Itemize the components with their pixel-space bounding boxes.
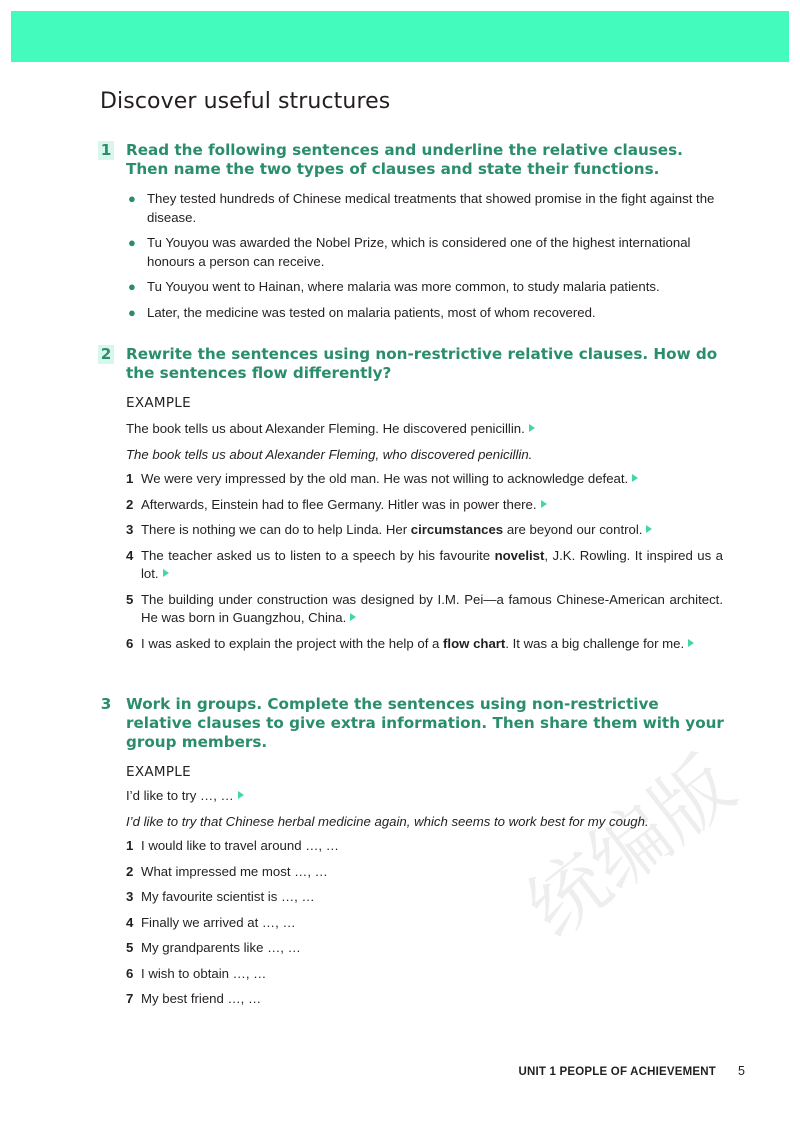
task-number: 2 [98,345,114,364]
arrow-icon [688,639,694,647]
list-item [126,496,723,515]
item-text: The building under construction was designed by I.M. Pei—a famous Chinese-American architect. He was born in Guangzhou, China. [141,591,723,625]
list-item [126,914,728,933]
list-item [126,591,723,628]
example-prompt-text: I’d like to try …, … [126,788,234,803]
list-item [126,965,728,984]
example-answer: The book tells us about Alexander Fleming, who discovered penicillin. [126,446,533,462]
item-text: My best friend …, … [141,991,262,1006]
page-footer [519,1064,745,1078]
arrow-icon [646,525,652,533]
list-item [126,190,723,227]
example-answer: I’d like to try that Chinese herbal medicine again, which seems to work best for my cough. [126,813,649,829]
example-prompt-text: The book tells us about Alexander Fleming. He discovered penicillin. [126,421,525,436]
item-number: 4 [126,547,134,563]
item-number: 3 [126,522,134,537]
item-text: My favourite scientist is …, … [141,889,315,904]
header-band [11,11,789,62]
list-item [126,304,723,323]
example-label: EXAMPLE [126,395,191,411]
item-number: 6 [126,635,134,651]
list-item [126,939,728,958]
key-word: novelist [494,547,545,563]
item-number: 2 [126,863,134,879]
sentence-text: Later, the medicine was tested on malaria patients, most of whom recovered. [147,304,596,320]
item-text: Finally we arrived at …, … [141,914,296,930]
item-text: We were very impressed by the old man. He was not willing to acknowledge defeat. [141,471,629,486]
arrow-icon [632,474,638,482]
bullet-icon: ● [128,235,136,250]
item-number: 5 [126,940,134,955]
item-number: 2 [126,496,134,512]
page-number: 5 [738,1064,745,1078]
item-text: Afterwards, Einstein had to flee Germany. Hitler was in power there. [141,496,537,512]
item-text: . It was a big challenge for me. [505,635,685,651]
list-item [126,635,723,654]
task-2 [98,345,723,660]
item-text: I was asked to explain the project with the help of a [141,635,444,651]
arrow-icon [350,613,356,621]
list-item [126,470,723,489]
arrow-icon [541,500,547,508]
item-text: I wish to obtain …, … [141,965,267,981]
list-item [126,234,723,271]
key-word: circumstances [410,522,504,537]
task-number: 3 [100,695,112,713]
list-item [126,990,728,1009]
task-2-heading [98,345,723,383]
list-item [126,547,723,584]
item-text: My grandparents like …, … [141,940,301,955]
task-heading-text: Read the following sentences and underline the relative clauses. Then name the two types of clauses and state their functions. [126,141,683,178]
sentence-list [126,190,723,322]
task-1-heading [98,141,723,179]
sentence-text: They tested hundreds of Chinese medical treatments that showed promise in the fight against the disease. [147,191,715,225]
item-text: I would like to travel around …, … [141,838,339,853]
item-number: 4 [126,914,134,930]
item-text: are beyond our control. [503,522,643,537]
task-heading-text: Rewrite the sentences using non-restrictive relative clauses. How do the sentences flow differently? [126,345,718,382]
list-item [126,278,723,297]
item-text: , J.K. Rowling. It inspired us a lot. [141,547,723,581]
example-label: EXAMPLE [126,764,191,780]
key-word: flow chart [443,635,506,651]
item-number: 7 [126,991,134,1006]
unit-title: UNIT 1 PEOPLE OF ACHIEVEMENT [518,1066,717,1078]
task-3-heading [98,695,728,752]
item-text: The teacher asked us to listen to a speech by his favourite [141,547,495,563]
item-number: 1 [126,838,134,853]
item-number: 5 [126,591,134,607]
sentence-text: Tu Youyou was awarded the Nobel Prize, which is considered one of the highest international honours a person can receive. [147,235,691,269]
bullet-icon: ● [128,279,136,294]
bullet-icon: ● [128,191,136,206]
bullet-icon: ● [128,304,136,320]
task-heading-text: Work in groups. Complete the sentences using non-restrictive relative clauses to give extra information. Then share them with your group members. [126,695,724,751]
watermark: 统编版 [511,740,751,956]
item-number: 1 [126,471,134,486]
arrow-icon [238,791,244,799]
list-item [126,521,723,540]
arrow-icon [529,424,535,432]
task-1 [98,141,723,329]
item-number: 3 [126,889,134,904]
item-text: What impressed me most …, … [141,863,328,879]
task-number: 1 [98,141,114,160]
item-text: There is nothing we can do to help Linda. Her [141,522,411,537]
example-prompt [126,420,723,439]
exercise-list [126,470,723,653]
sentence-text: Tu Youyou went to Hainan, where malaria was more common, to study malaria patients. [147,279,660,294]
section-title: Discover useful structures [100,89,391,114]
item-number: 6 [126,965,134,981]
arrow-icon [163,569,169,577]
